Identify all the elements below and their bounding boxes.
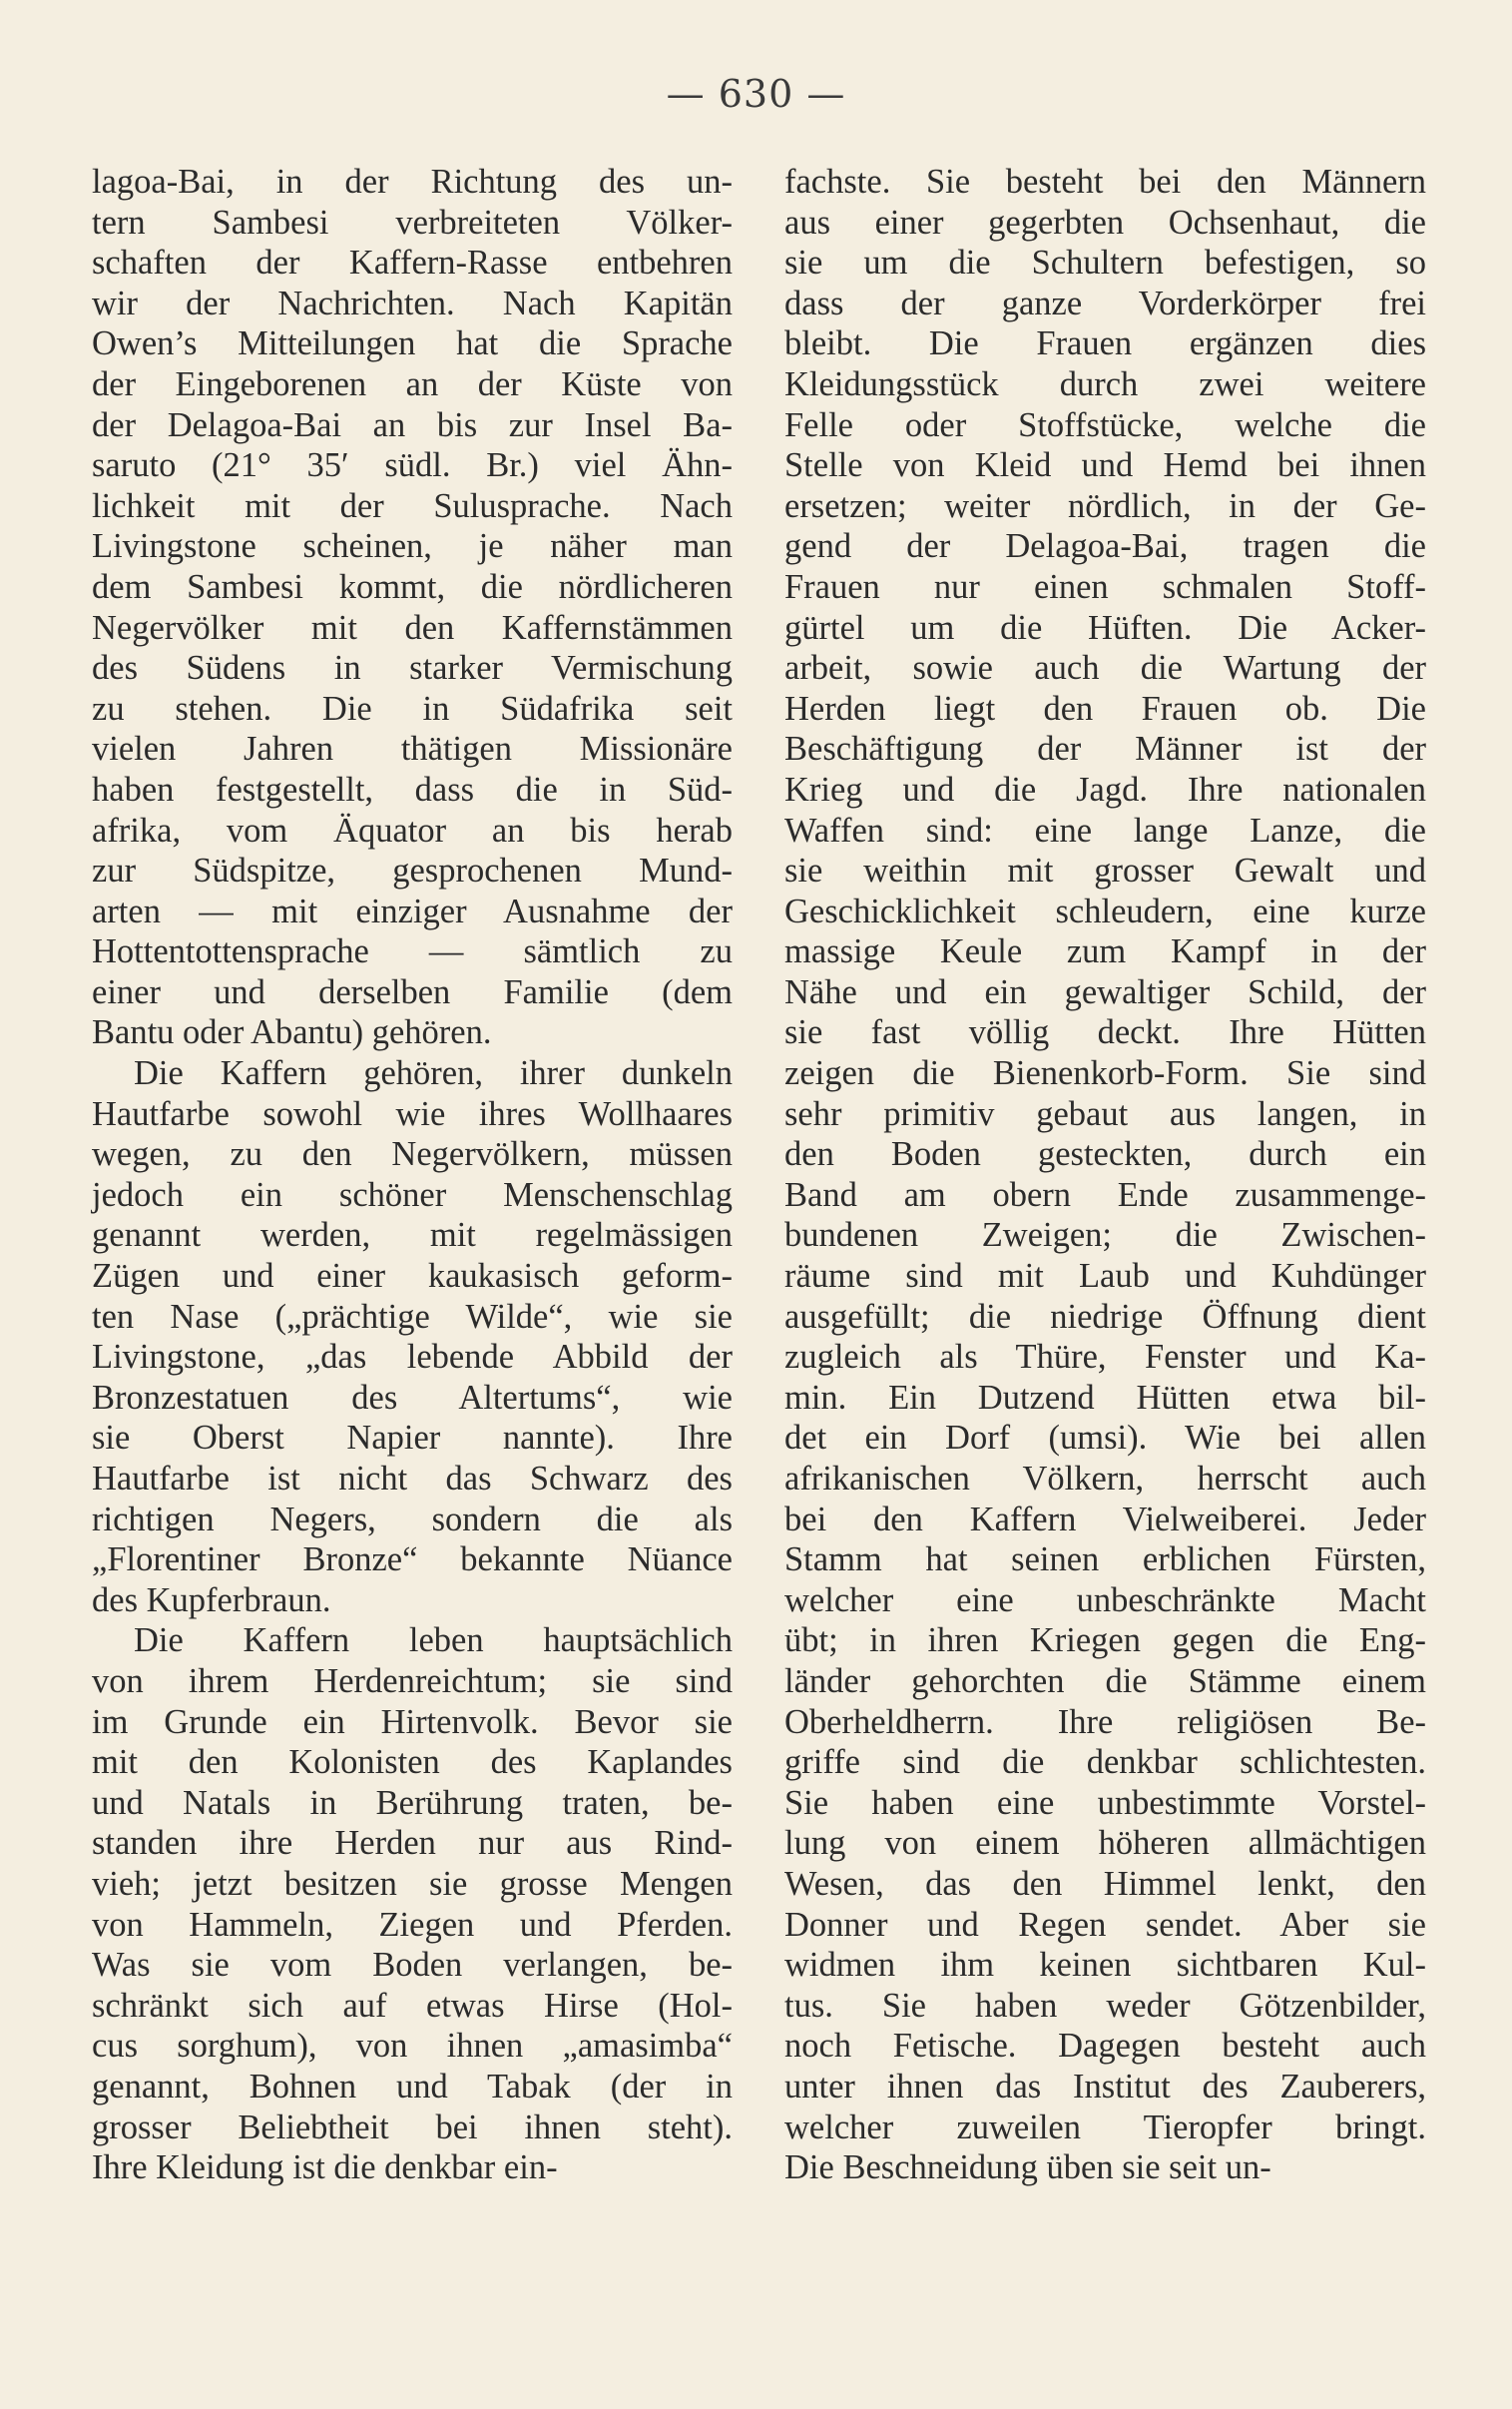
text-line: einer und derselben Familie (dem: [92, 972, 733, 1011]
text-line: schaften der Kaffern-Rasse entbehren: [92, 244, 733, 283]
left-column: [92, 162, 733, 2188]
text-line: afrikanischen Völkern, herrscht auch: [784, 1460, 1426, 1498]
text-line: aus einer gegerbten Ochsenhaut, die: [784, 203, 1426, 242]
text-line: Negervölker mit den Kaffernstämmen: [92, 608, 733, 647]
text-line: Waffen sind: eine lange Lanze, die: [784, 811, 1426, 850]
text-line: räume sind mit Laub und Kuhdünger: [784, 1257, 1426, 1296]
text-line: zur Südspitze, gesprochenen Mund-: [92, 852, 733, 891]
text-line: vieh; jetzt besitzen sie grosse Mengen: [92, 1864, 733, 1903]
text-line: vielen Jahren thätigen Missionäre: [92, 730, 733, 769]
text-line: zeigen die Bienenkorb-Form. Sie sind: [784, 1054, 1426, 1093]
text-line: Sie haben eine unbestimmte Vorstel-: [784, 1783, 1426, 1822]
text-line: jedoch ein schöner Menschenschlag: [92, 1175, 733, 1214]
text-line: Bantu oder Abantu) gehören.: [92, 1013, 492, 1052]
text-line: den Boden gesteckten, durch ein: [784, 1135, 1426, 1174]
text-line: zugleich als Thüre, Fenster und Ka-: [784, 1338, 1426, 1377]
text-line: von Hammeln, Ziegen und Pferden.: [92, 1905, 733, 1944]
text-line: sie weithin mit grosser Gewalt und: [784, 852, 1426, 891]
text-line: Bronzestatuen des Altertums“, wie: [92, 1378, 733, 1417]
text-line: bei den Kaffern Vielweiberei. Jeder: [784, 1500, 1426, 1538]
text-line: Beschäftigung der Männer ist der: [784, 730, 1426, 769]
text-line: Frauen nur einen schmalen Stoff-: [784, 567, 1426, 606]
text-line: „Florentiner Bronze“ bekannte Nüance: [92, 1540, 733, 1579]
text-line: Kleidungsstück durch zwei weitere: [784, 364, 1426, 403]
text-line: bleibt. Die Frauen ergänzen dies: [784, 324, 1426, 363]
text-line: Geschicklichkeit schleudern, eine kurze: [784, 892, 1426, 930]
text-line: Wesen, das den Himmel lenkt, den: [784, 1864, 1426, 1903]
text-line: Zügen und einer kaukasisch geform-: [92, 1257, 733, 1296]
text-line: wir der Nachrichten. Nach Kapitän: [92, 284, 733, 322]
text-line: des Kupferbraun.: [92, 1580, 331, 1619]
text-line: Livingstone, „das lebende Abbild der: [92, 1338, 733, 1377]
text-line: sehr primitiv gebaut aus langen, in: [784, 1094, 1426, 1133]
text-line: min. Ein Dutzend Hütten etwa bil-: [784, 1378, 1426, 1417]
text-line: Oberheldherrn. Ihre religiösen Be-: [784, 1702, 1426, 1741]
text-line: Felle oder Stoffstücke, welche die: [784, 405, 1426, 444]
text-line: gürtel um die Hüften. Die Acker-: [784, 608, 1426, 647]
text-line: genannt werden, mit regelmässigen: [92, 1216, 733, 1255]
text-line: wegen, zu den Negervölkern, müssen: [92, 1135, 733, 1174]
text-line: richtigen Negers, sondern die als: [92, 1500, 733, 1538]
text-line: det ein Dorf (umsi). Wie bei allen: [784, 1419, 1426, 1458]
text-line: standen ihre Herden nur aus Rind-: [92, 1824, 733, 1863]
text-line: dass der ganze Vorderkörper frei: [784, 284, 1426, 322]
text-line: ersetzen; weiter nördlich, in der Ge-: [784, 486, 1426, 525]
text-line: Band am obern Ende zusammenge-: [784, 1175, 1426, 1214]
text-line: der Eingeborenen an der Küste von: [92, 364, 733, 403]
text-line: afrika, vom Äquator an bis herab: [92, 811, 733, 850]
text-line: arten — mit einziger Ausnahme der: [92, 892, 733, 930]
text-line: welcher zuweilen Tieropfer bringt.: [784, 2108, 1426, 2146]
text-line: Die Kaffern gehören, ihrer dunkeln: [134, 1054, 733, 1093]
text-line: lagoa-Bai, in der Richtung des un-: [92, 163, 733, 201]
text-line: haben festgestellt, dass die in Süd-: [92, 770, 733, 809]
text-line: Nähe und ein gewaltiger Schild, der: [784, 972, 1426, 1011]
text-line: tern Sambesi verbreiteten Völker-: [92, 203, 733, 242]
text-line: Die Beschneidung üben sie seit un-: [784, 2148, 1271, 2187]
text-line: und Natals in Berührung traten, be-: [92, 1783, 733, 1822]
text-line: im Grunde ein Hirtenvolk. Bevor sie: [92, 1702, 733, 1741]
text-line: gend der Delagoa-Bai, tragen die: [784, 527, 1426, 566]
text-line: schränkt sich auf etwas Hirse (Hol-: [92, 1986, 733, 2025]
text-line: ten Nase („prächtige Wilde“, wie sie: [92, 1297, 733, 1336]
text-line: unter ihnen das Institut des Zauberers,: [784, 2067, 1426, 2106]
text-line: arbeit, sowie auch die Wartung der: [784, 649, 1426, 688]
text-line: sie Oberst Napier nannte). Ihre: [92, 1419, 733, 1458]
text-line: Was sie vom Boden verlangen, be-: [92, 1946, 733, 1985]
text-line: der Delagoa-Bai an bis zur Insel Ba-: [92, 405, 733, 444]
page-number: — 630 —: [666, 72, 846, 116]
text-line: sie fast völlig deckt. Ihre Hütten: [784, 1013, 1426, 1052]
text-line: tus. Sie haben weder Götzenbilder,: [784, 1986, 1426, 2025]
text-line: noch Fetische. Dagegen besteht auch: [784, 2027, 1426, 2066]
text-line: Krieg und die Jagd. Ihre nationalen: [784, 770, 1426, 809]
text-line: widmen ihm keinen sichtbaren Kul-: [784, 1946, 1426, 1985]
text-line: cus sorghum), von ihnen „amasimba“: [92, 2027, 733, 2066]
text-line: ausgefüllt; die niedrige Öffnung dient: [784, 1297, 1426, 1336]
text-line: Owen’s Mitteilungen hat die Sprache: [92, 324, 733, 363]
text-line: Herden liegt den Frauen ob. Die: [784, 689, 1426, 728]
text-line: von ihrem Herdenreichtum; sie sind: [92, 1661, 733, 1700]
text-line: Livingstone scheinen, je näher man: [92, 527, 733, 566]
text-line: Ihre Kleidung ist die denkbar ein-: [92, 2148, 558, 2187]
text-line: Stelle von Kleid und Hemd bei ihnen: [784, 446, 1426, 485]
text-line: übt; in ihren Kriegen gegen die Eng-: [784, 1621, 1426, 1660]
text-line: dem Sambesi kommt, die nördlicheren: [92, 567, 733, 606]
text-line: bundenen Zweigen; die Zwischen-: [784, 1216, 1426, 1255]
text-line: Donner und Regen sendet. Aber sie: [784, 1905, 1426, 1944]
right-column: [784, 162, 1426, 2188]
text-line: massige Keule zum Kampf in der: [784, 932, 1426, 971]
text-line: Die Kaffern leben hauptsächlich: [134, 1621, 733, 1660]
text-line: länder gehorchten die Stämme einem: [784, 1661, 1426, 1700]
text-line: sie um die Schultern befestigen, so: [784, 244, 1426, 283]
text-line: saruto (21° 35′ südl. Br.) viel Ähn-: [92, 446, 733, 485]
text-line: zu stehen. Die in Südafrika seit: [92, 689, 733, 728]
text-line: Hottentottensprache — sämtlich zu: [92, 932, 733, 971]
text-line: Hautfarbe ist nicht das Schwarz des: [92, 1460, 733, 1498]
text-line: grosser Beliebtheit bei ihnen steht).: [92, 2108, 733, 2146]
text-line: genannt, Bohnen und Tabak (der in: [92, 2067, 733, 2106]
text-line: lung von einem höheren allmächtigen: [784, 1824, 1426, 1863]
text-line: Hautfarbe sowohl wie ihres Wollhaares: [92, 1094, 733, 1133]
text-line: Stamm hat seinen erblichen Fürsten,: [784, 1540, 1426, 1579]
text-line: fachste. Sie besteht bei den Männern: [784, 163, 1426, 201]
text-line: welcher eine unbeschränkte Macht: [784, 1580, 1426, 1619]
text-line: lichkeit mit der Sulusprache. Nach: [92, 486, 733, 525]
text-line: mit den Kolonisten des Kaplandes: [92, 1743, 733, 1782]
text-line: griffe sind die denkbar schlichtesten.: [784, 1743, 1426, 1782]
text-line: des Südens in starker Vermischung: [92, 649, 733, 688]
